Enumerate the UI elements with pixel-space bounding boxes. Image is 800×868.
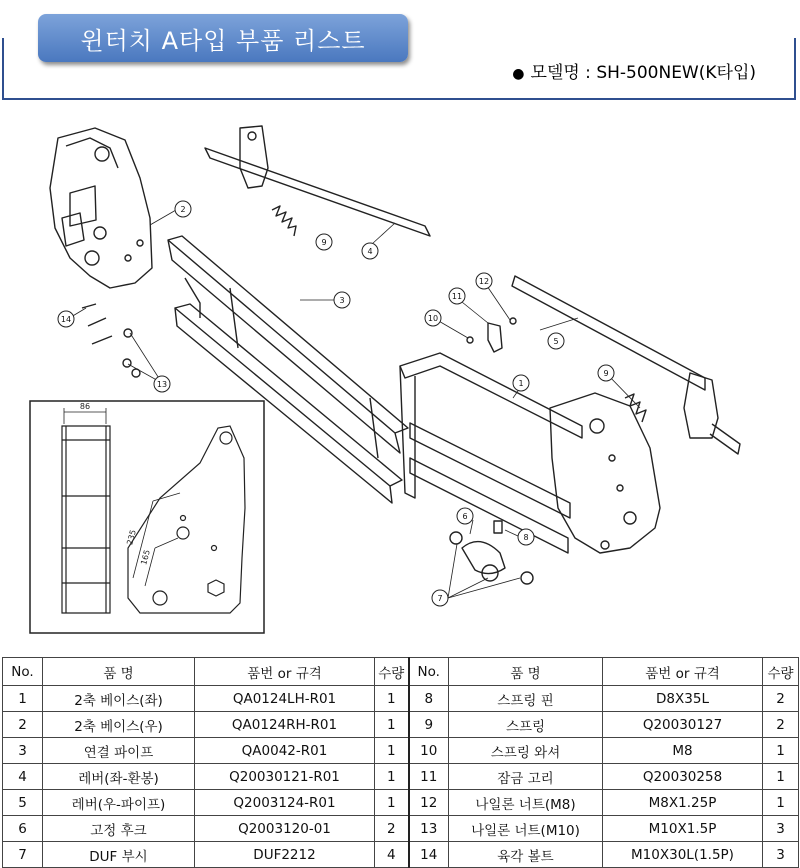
cell-name: 육각 볼트 [449, 842, 603, 868]
callout-7 [432, 590, 448, 606]
table-header-row [3, 658, 799, 686]
table-row [3, 790, 799, 816]
cell-no: 8 [409, 686, 449, 712]
cell-qty: 1 [375, 686, 409, 712]
dim-165: 165 [139, 548, 152, 566]
rod-lever [205, 126, 430, 236]
header-qty: 수량 [763, 658, 799, 686]
cell-spec: M8 [603, 738, 763, 764]
cell-spec: QA0124LH-R01 [195, 686, 375, 712]
callout-2 [175, 201, 191, 217]
model-label [512, 58, 756, 83]
cell-qty: 1 [375, 764, 409, 790]
svg-text:11: 11 [451, 292, 463, 301]
callout-5 [548, 333, 564, 349]
svg-text:3: 3 [339, 296, 345, 305]
svg-text:8: 8 [523, 533, 529, 542]
cell-no: 14 [409, 842, 449, 868]
cell-name: 스프링 핀 [449, 686, 603, 712]
cell-spec: QA0124RH-R01 [195, 712, 375, 738]
left-base-plate [50, 128, 152, 288]
table-row [3, 738, 799, 764]
header-no: No. [409, 658, 449, 686]
table-row [3, 816, 799, 842]
svg-text:13: 13 [156, 380, 168, 389]
dim-86: 86 [79, 402, 91, 411]
detail-inset [30, 401, 264, 633]
cell-spec: Q2003124-R01 [195, 790, 375, 816]
cell-qty: 1 [763, 764, 799, 790]
svg-text:7: 7 [437, 594, 443, 603]
cell-name: 스프링 [449, 712, 603, 738]
connection-frame [168, 236, 408, 503]
cell-spec: M10X1.5P [603, 816, 763, 842]
cell-qty: 2 [763, 712, 799, 738]
model-text: 모델명 : SH-500NEW(K타입) [530, 63, 756, 83]
nut-12 [510, 318, 516, 324]
cell-name: 레버(우-파이프) [43, 790, 195, 816]
cell-qty: 1 [375, 738, 409, 764]
svg-text:9: 9 [321, 238, 327, 247]
cell-name: 나일론 너트(M8) [449, 790, 603, 816]
cell-no: 11 [409, 764, 449, 790]
svg-text:2: 2 [180, 205, 186, 214]
callout-10 [425, 310, 441, 326]
cell-spec: M10X30L(1.5P) [603, 842, 763, 868]
dim-235: 235 [125, 528, 138, 546]
header-spec: 품번 or 규격 [603, 658, 763, 686]
cell-name: 잠금 고리 [449, 764, 603, 790]
callout-12 [476, 273, 492, 289]
callout-3 [334, 292, 350, 308]
svg-text:12: 12 [478, 277, 490, 286]
svg-text:4: 4 [367, 247, 373, 256]
callout-8 [518, 529, 534, 545]
cell-no: 10 [409, 738, 449, 764]
header-name: 품 명 [43, 658, 195, 686]
cell-no: 2 [3, 712, 43, 738]
cell-name: 연결 파이프 [43, 738, 195, 764]
svg-text:5: 5 [553, 337, 559, 346]
lock-hook [488, 323, 502, 352]
cell-qty: 1 [763, 790, 799, 816]
header-qty: 수량 [375, 658, 409, 686]
bullet-icon: ● [512, 66, 525, 82]
svg-text:14: 14 [60, 315, 72, 324]
header-name: 품 명 [449, 658, 603, 686]
cell-no: 12 [409, 790, 449, 816]
cell-spec: D8X35L [603, 686, 763, 712]
cell-spec: Q20030258 [603, 764, 763, 790]
callout-1 [513, 375, 529, 391]
exploded-parts-diagram [0, 108, 800, 653]
cell-spec: DUF2212 [195, 842, 375, 868]
table-row [3, 764, 799, 790]
pipe-lever [512, 276, 740, 454]
spring-top [272, 206, 296, 236]
callout-6 [457, 508, 473, 524]
cell-qty: 1 [375, 712, 409, 738]
cell-qty: 2 [375, 816, 409, 842]
cell-qty: 2 [763, 686, 799, 712]
cell-no: 4 [3, 764, 43, 790]
cell-name: 2축 베이스(좌) [43, 686, 195, 712]
cell-name: 나일론 너트(M10) [449, 816, 603, 842]
cell-no: 5 [3, 790, 43, 816]
cell-no: 13 [409, 816, 449, 842]
cell-name: DUF 부시 [43, 842, 195, 868]
cell-no: 7 [3, 842, 43, 868]
parts-table [2, 657, 799, 868]
svg-text:9: 9 [603, 369, 609, 378]
cell-spec: Q20030121-R01 [195, 764, 375, 790]
callout-4 [362, 243, 378, 259]
header-no: No. [3, 658, 43, 686]
cell-spec: QA0042-R01 [195, 738, 375, 764]
callout-9-top [316, 234, 332, 250]
right-frame [400, 353, 660, 553]
table-row [3, 842, 799, 868]
cell-qty: 1 [763, 738, 799, 764]
page-title: 윈터치 A타입 부품 리스트 [38, 14, 408, 62]
fixing-hook [450, 521, 533, 584]
callout-11 [449, 288, 465, 304]
cell-qty: 3 [763, 816, 799, 842]
cell-spec: Q20030127 [603, 712, 763, 738]
cell-qty: 4 [375, 842, 409, 868]
callout-13 [154, 376, 170, 392]
cell-name: 2축 베이스(우) [43, 712, 195, 738]
cell-spec: M8X1.25P [603, 790, 763, 816]
svg-text:6: 6 [462, 512, 468, 521]
cell-no: 3 [3, 738, 43, 764]
cell-name: 스프링 와셔 [449, 738, 603, 764]
table-row [3, 686, 799, 712]
cell-name: 레버(좌-환봉) [43, 764, 195, 790]
svg-text:10: 10 [427, 314, 439, 323]
svg-text:1: 1 [518, 379, 524, 388]
callout-9-right [598, 365, 614, 381]
cell-no: 6 [3, 816, 43, 842]
cell-qty: 3 [763, 842, 799, 868]
cell-name: 고정 후크 [43, 816, 195, 842]
table-row [3, 712, 799, 738]
callout-14 [58, 311, 74, 327]
cell-no: 1 [3, 686, 43, 712]
header-spec: 품번 or 규격 [195, 658, 375, 686]
cell-no: 9 [409, 712, 449, 738]
cell-qty: 1 [375, 790, 409, 816]
cell-spec: Q2003120-01 [195, 816, 375, 842]
